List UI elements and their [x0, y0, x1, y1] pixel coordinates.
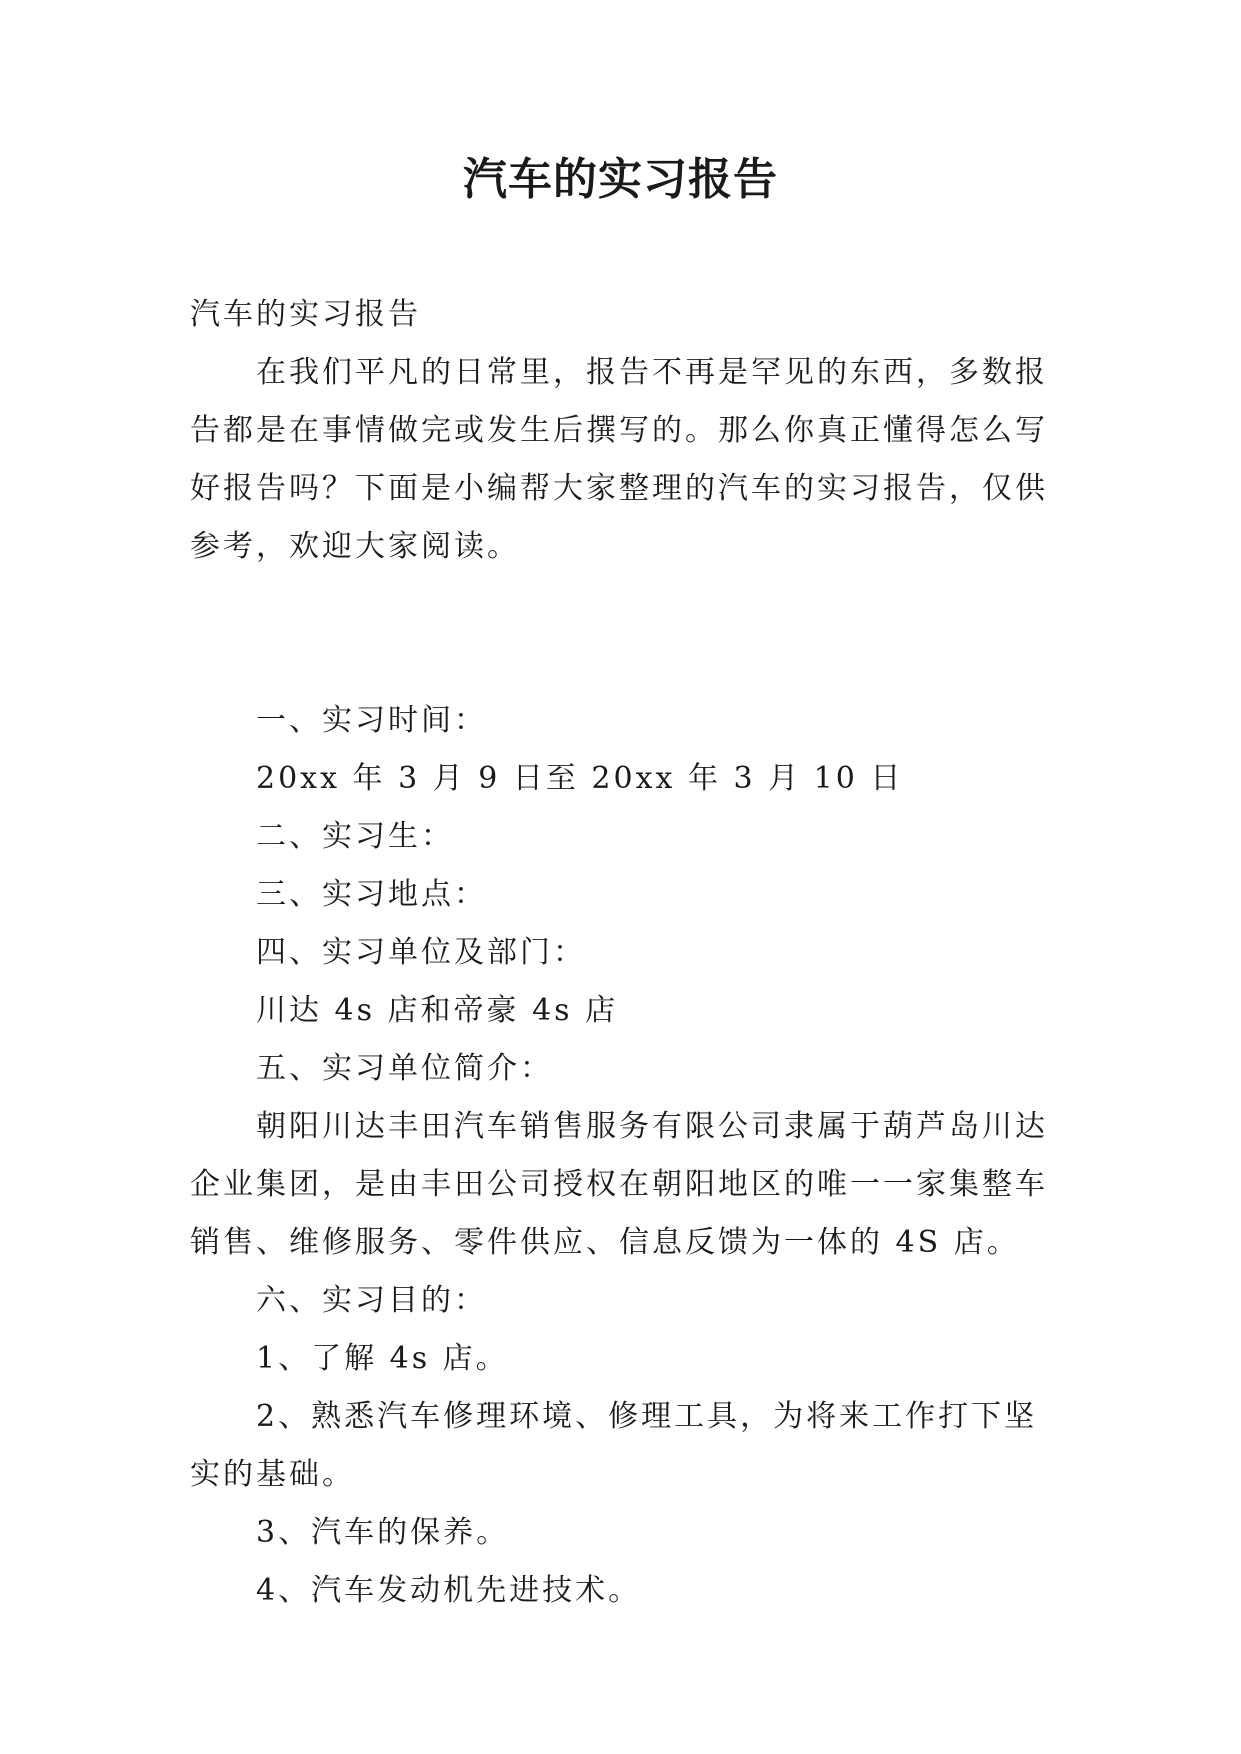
document-title: 汽车的实习报告 — [463, 154, 778, 205]
internship-dates: 20xx 年 3 月 9 日至 20xx 年 3 月 10 日 — [256, 761, 904, 796]
heading-internship-time: 一、实习时间： — [256, 703, 487, 738]
heading-internship-location: 三、实习地点： — [256, 877, 487, 912]
purpose-item-4: 4、汽车发动机先进技术。 — [256, 1573, 642, 1608]
heading-intern: 二、实习生： — [256, 819, 454, 854]
purpose-item-2: 2、熟悉汽车修理环境、修理工具，为将来工作打下坚实的基础。 — [190, 1399, 1038, 1492]
document-body — [190, 286, 1050, 1620]
heading-unit-introduction: 五、实习单位简介： — [256, 1051, 553, 1086]
heading-internship-unit: 四、实习单位及部门： — [256, 935, 586, 970]
purpose-item-3: 3、汽车的保养。 — [256, 1515, 510, 1550]
unit-introduction-paragraph: 朝阳川达丰田汽车销售服务有限公司隶属于葫芦岛川达企业集团，是由丰田公司授权在朝阳地区的唯一一家集整车销售、维修服务、零件供应、信息反馈为一体的 4S 店。 — [190, 1109, 1048, 1260]
section-spacer — [190, 576, 1050, 692]
document-subtitle: 汽车的实习报告 — [190, 297, 421, 332]
heading-internship-purpose: 六、实习目的： — [256, 1283, 487, 1318]
intro-paragraph: 在我们平凡的日常里，报告不再是罕见的东西，多数报告都是在事情做完或发生后撰写的。那么你真正懂得怎么写好报告吗？下面是小编帮大家整理的汽车的实习报告，仅供参考，欢迎大家阅读。 — [190, 355, 1048, 564]
purpose-item-1: 1、了解 4s 店。 — [256, 1341, 509, 1376]
internship-unit-names: 川达 4s 店和帝豪 4s 店 — [256, 993, 619, 1028]
